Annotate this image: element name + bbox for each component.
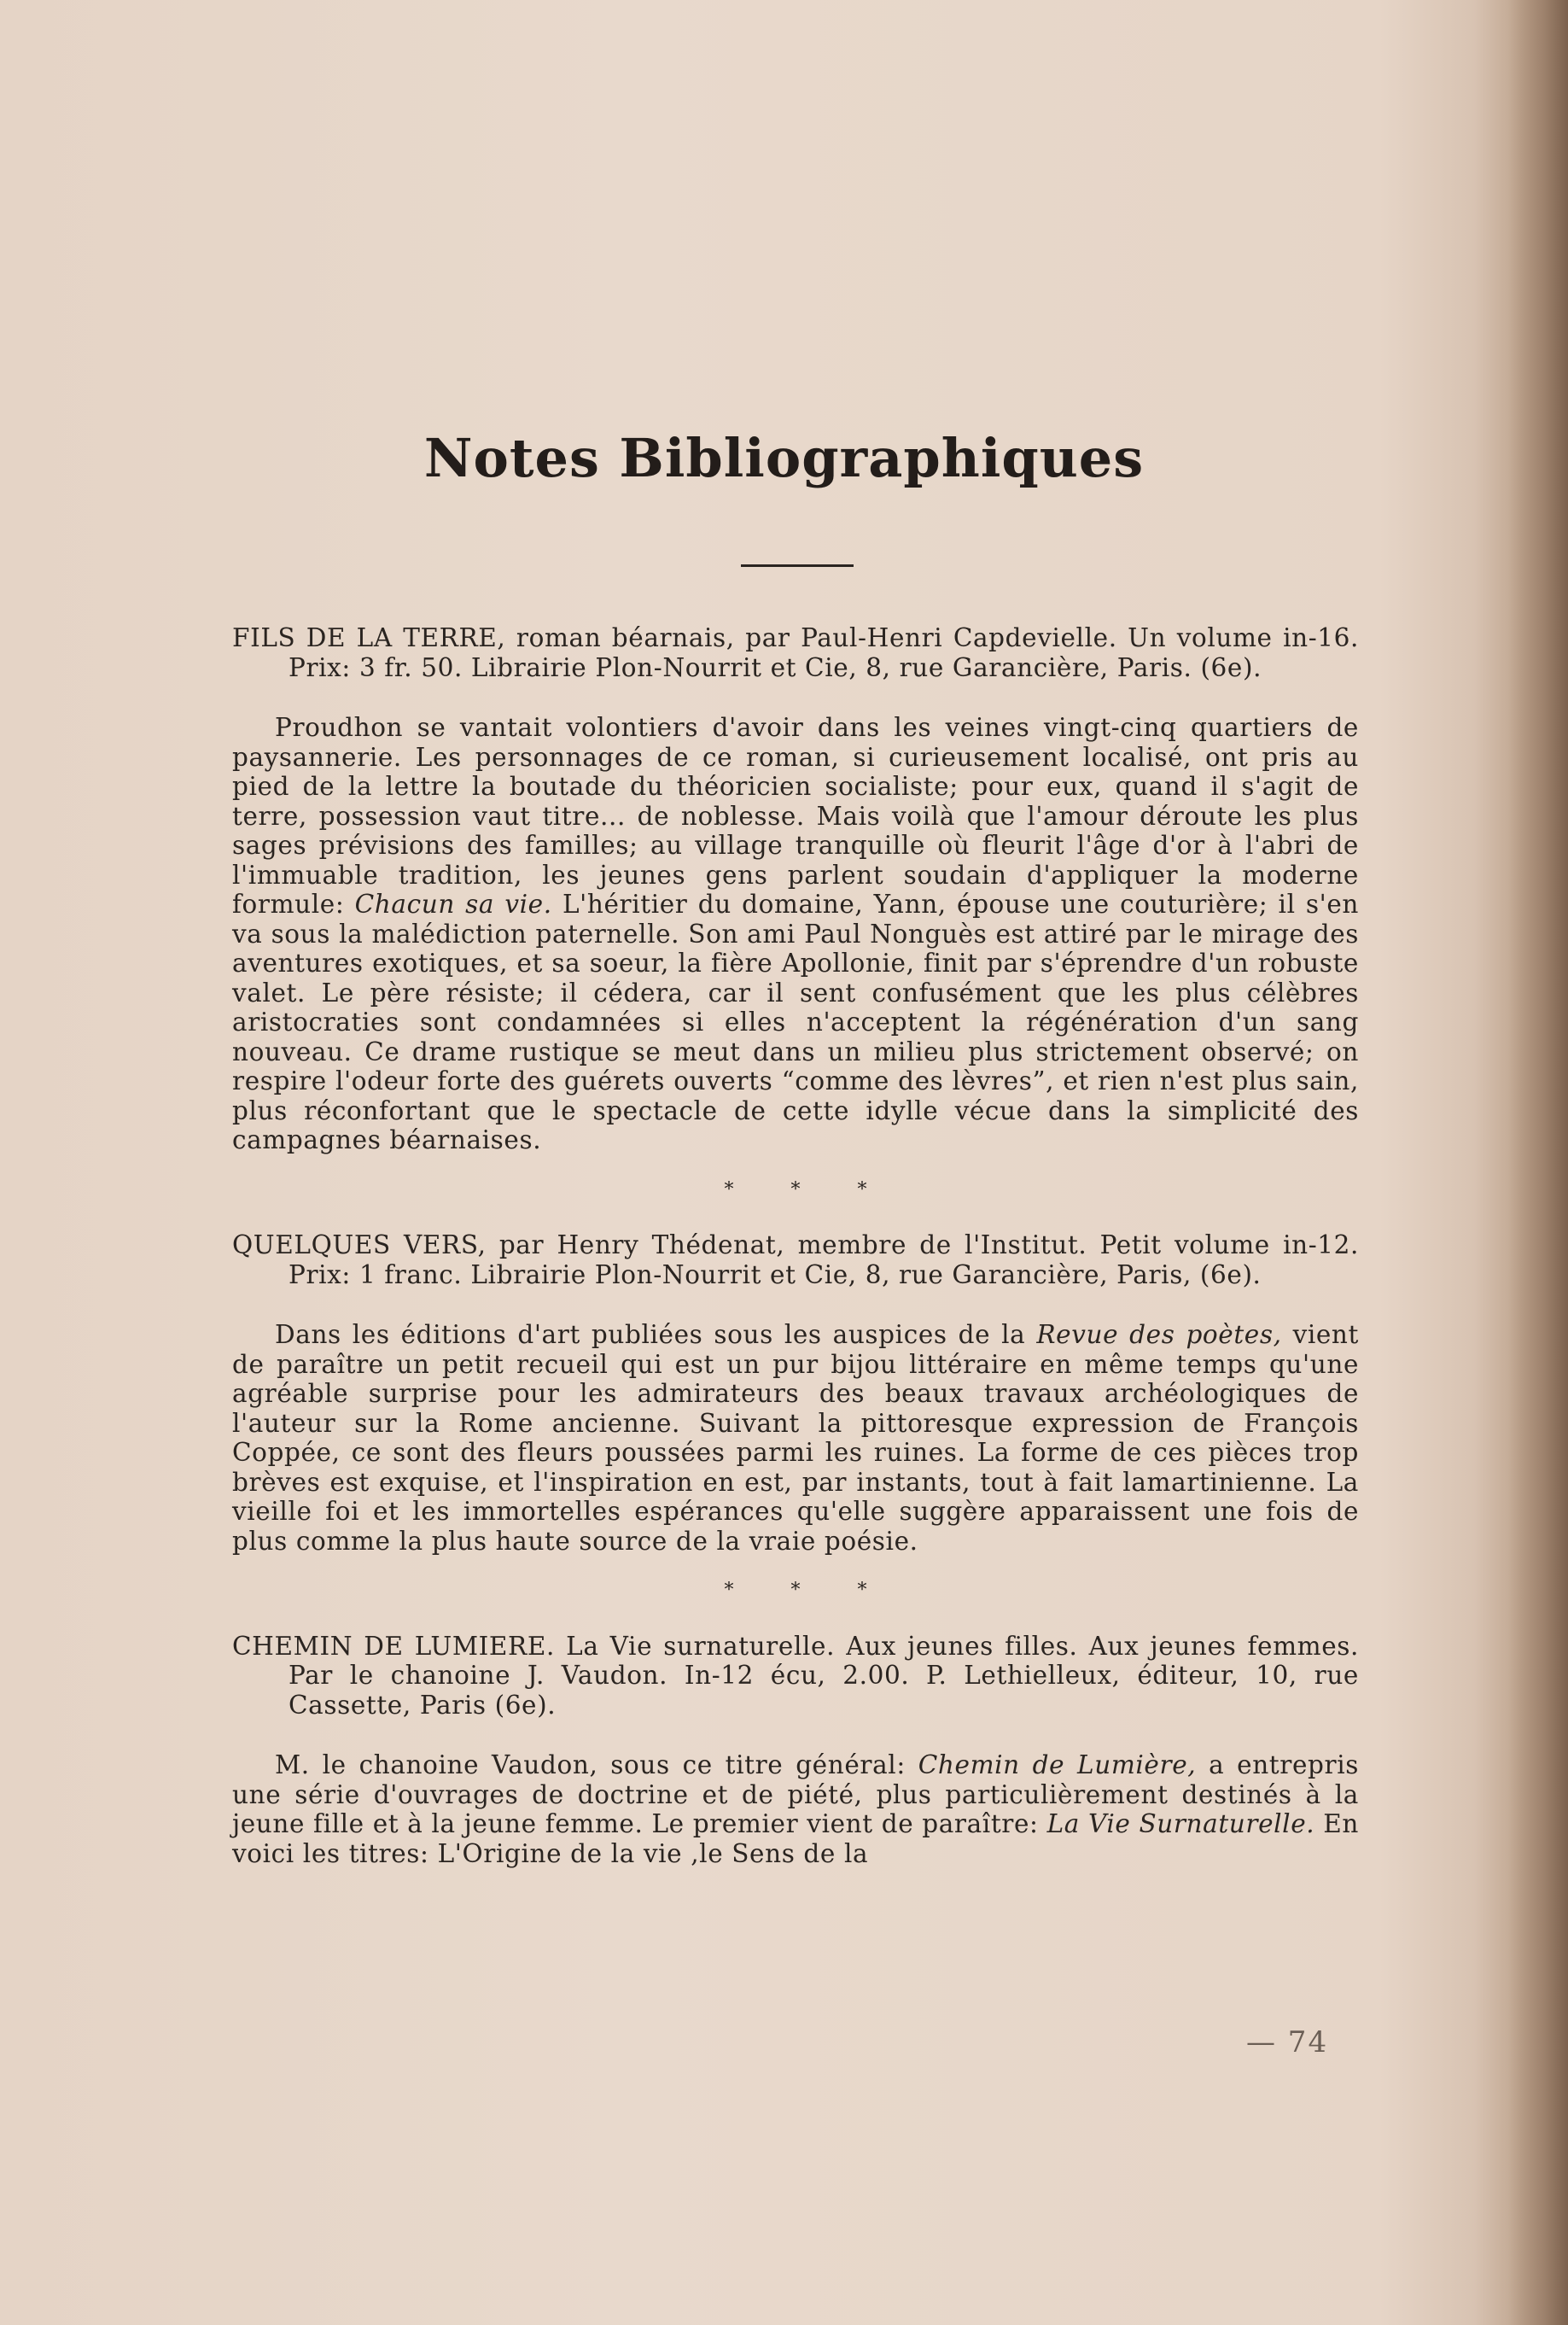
page-number: — 74	[1246, 2025, 1329, 2059]
entry-body	[232, 713, 1359, 1155]
entry-body-text: L'héritier du domaine, Yann, épouse une couturière; il s'en va sous la malédiction paternelle. Son ami Paul Nonguès est attiré par le mirage des aventures exotiques, et sa soeur, la fière Apollonie, finit par s'éprendre d'un robuste valet. Le père résiste; il cédera, car il sent confusément que les plus célèbres aristocraties sont condamnées si elles n'acceptent la régénération d'un sang nouveau. Ce drame rustique se meut dans un milieu plus strictement observé; on respire l'odeur forte des guérets ouverts “comme des lèvres”, et rien n'est plus sain, plus réconfortant que le spectacle de cette idylle vécue dans la simplicité des campagnes béarnaises.	[232, 890, 1359, 1154]
entry-body-text: Proudhon se vantait volontiers d'avoir dans les veines vingt-cinq quartiers de paysannerie. Les personnages de ce roman, si curieusement localisé, ont pris au pied de la lettre la boutade du théoricien socialiste; pour eux, quand il s'agit de terre, possession vaut titre... de noblesse. Mais voilà que l'amour déroute les plus sages prévisions des familles; au village tranquille où fleurit l'âge d'or à l'abri de l'immuable tradition, les jeunes gens parlent soudain d'appliquer la moderne formule:	[232, 713, 1359, 919]
entry-body-italic: Chemin de Lumière,	[918, 1750, 1197, 1779]
title-rule	[741, 564, 854, 567]
entry-body-italic: Chacun sa vie.	[354, 890, 552, 919]
entry-body-text: a entrepris une série d'ouvrages de doctrine et de piété, plus particulièrement destinés à la jeune fille et à la jeune femme. Le premier vient de paraître:	[232, 1750, 1359, 1838]
entry-body-text: Dans les éditions d'art publiées sous les auspices de la	[275, 1320, 1037, 1349]
entry-body-text: M. le chanoine Vaudon, sous ce titre général:	[275, 1750, 918, 1779]
entry-heading: QUELQUES VERS, par Henry Thédenat, membre de l'Institut. Petit volume in-12. Prix: 1 franc. Librairie Plon-Nourrit et Cie, 8, rue Garancière, Paris, (6e).	[232, 1230, 1359, 1289]
entry-body-text: vient de paraître un petit recueil qui est un pur bijou littéraire en même temps qu'une agréable surprise pour les admirateurs des beaux travaux archéologiques de l'auteur sur la Rome ancienne. Suivant la pittoresque expression de François Coppée, ce sont des fleurs poussées parmi les ruines. La forme de ces pièces trop brèves est exquise, et l'inspiration en est, par instants, tout à fait lamartinienne. La vieille foi et les immortelles espérances qu'elle suggère apparaissent une fois de plus comme la plus haute source de la vraie poésie.	[232, 1320, 1359, 1556]
separator-stars: * * *	[724, 1178, 893, 1200]
entry-body-text: En voici les titres: L'Origine de la vie ,le Sens de la	[232, 1809, 1359, 1868]
notes-content	[232, 623, 1359, 1868]
page-title: Notes Bibliographiques	[423, 427, 1145, 489]
entry-body-italic: Revue des poètes,	[1036, 1320, 1282, 1349]
entry-body	[232, 1750, 1359, 1868]
entry-body	[232, 1320, 1359, 1556]
book-spine-shadow	[1508, 0, 1568, 2325]
entry-heading: CHEMIN DE LUMIERE. La Vie surnaturelle. Aux jeunes filles. Aux jeunes femmes. Par le chanoine J. Vaudon. In-12 écu, 2.00. P. Lethielleux, éditeur, 10, rue Cassette, Paris (6e).	[232, 1631, 1359, 1720]
entry-body-italic: La Vie Surnaturelle.	[1046, 1809, 1315, 1838]
separator-stars: * * *	[724, 1580, 893, 1601]
entry-heading: FILS DE LA TERRE, roman béarnais, par Paul-Henri Capdevielle. Un volume in-16. Prix: 3 fr. 50. Librairie Plon-Nourrit et Cie, 8, rue Garancière, Paris. (6e).	[232, 623, 1359, 682]
